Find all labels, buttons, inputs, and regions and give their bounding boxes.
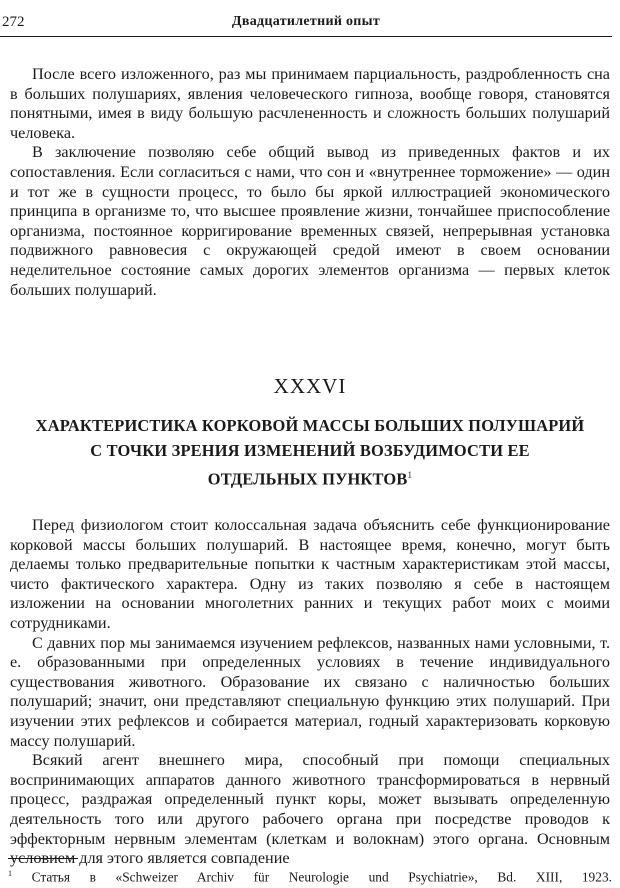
section-2-text: [10, 516, 610, 869]
chapter-title-line: ОТДЕЛЬНЫХ ПУНКТОВ: [207, 469, 408, 489]
footnote-marker: 1: [8, 869, 12, 878]
chapter-title: [0, 413, 620, 491]
page-number: 272: [2, 14, 25, 30]
chapter-title-line: ХАРАКТЕРИСТИКА КОРКОВОЙ МАССЫ БОЛЬШИХ ПОЛУШАРИЙ: [35, 416, 585, 435]
header-rule: [0, 36, 612, 37]
chapter-number: XXXVI: [273, 374, 347, 398]
paragraph: Перед физиологом стоит колоссальная задача объяснить себе функционирование корковой массы больших полушарий. В настоящее время, конечно, могут быть делаемы только предварительные попытки к частным характеристикам этой массы, чисто фактического характера. Одну из таких позволяю я себе в настоящем изложении на основании многолетних ранних и текущих работ моих с моими сотрудниками.: [10, 516, 610, 632]
footnote-reference[interactable]: 1: [407, 470, 413, 480]
paragraph: После всего изложенного, раз мы принимаем парциальность, раздробленность сна в больших полушариях, явления человеческого гипноза, вообще говоря, становятся понятными, имея в виду большую расчлененность и сложность больших полушарий человека.: [10, 65, 610, 142]
footnote: [8, 866, 612, 885]
paragraph: С давних пор мы занимаемся изучением рефлексов, названных нами условными, т. е. образованными при определенных условиях в течение индивидуального существования животного. Образование их связано с наличностью больших полушарий; значит, они представляют специальную функцию этих полушарий. При изучении этих рефлексов и собирается материал, годный характеризовать корковую массу полушарий.: [10, 633, 610, 750]
paragraph: Всякий агент внешнего мира, способный при помощи специальных воспринимающих аппаратов данного животного трансформироваться в нервный процесс, раздражая определенный пункт коры, может вызывать определенную деятельность того или другого рабочего органа при посредстве проводов к эффекторным нервным элементам (клеткам и волокнам) этого органа. Основным условием для этого является совпадение: [10, 751, 610, 868]
chapter-title-line-last: [0, 463, 620, 491]
section-1-text: [10, 65, 610, 300]
footnote-rule: [8, 858, 78, 859]
footnote-text: Статья в «Schweizer Archiv für Neurologie und Psychiatrie», Bd. XIII, 1923.: [31, 869, 612, 885]
running-title: Двадцатилетний опыт: [231, 14, 381, 29]
chapter-title-line: С ТОЧКИ ЗРЕНИЯ ИЗМЕНЕНИЙ ВОЗБУДИМОСТИ ЕЕ: [90, 441, 530, 460]
paragraph: В заключение позволяю себе общий вывод из приведенных фактов и их сопоставления. Если согласиться с нами, что сон и «внутреннее торможение» — один и тот же в сущности процесс, то было бы яркой иллюстрацией экономического принципа в организме то, что высшее проявление жизни, тончайшее приспособление организма, постоянное корригирование временных связей, непрерывная установка подвижного равновесия с окружающей средой имеют в своем основании неделительное состояние самых дорогих элементов организма — первых клеток больших полушарий.: [10, 143, 610, 299]
running-head: [0, 10, 612, 32]
